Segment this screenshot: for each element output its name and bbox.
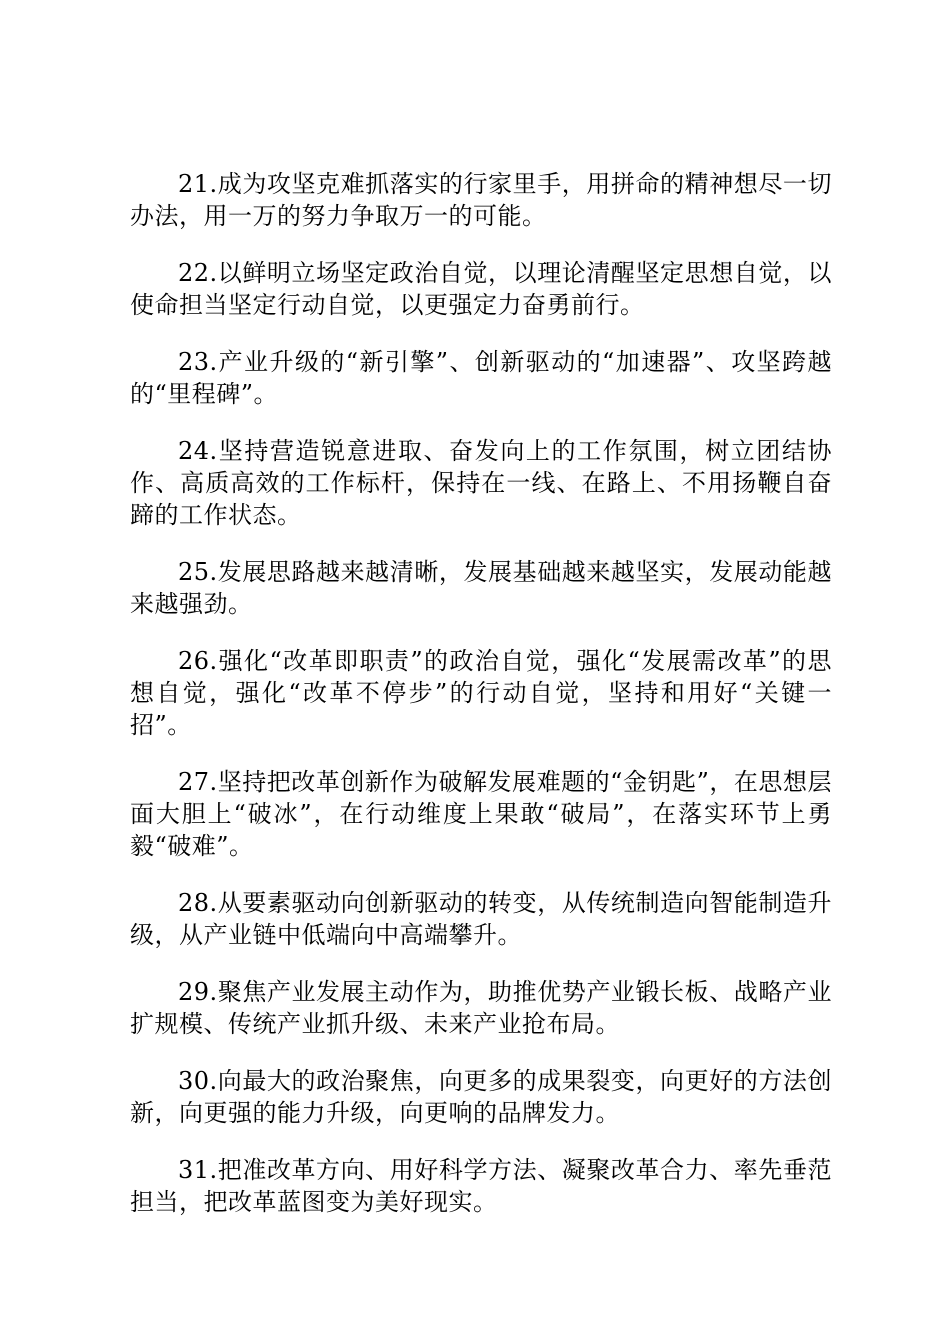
paragraph-25: 25.发展思路越来越清晰，发展基础越来越坚实，发展动能越来越强劲。 bbox=[130, 558, 832, 618]
paragraph-21: 21.成为攻坚克难抓落实的行家里手，用拼命的精神想尽一切办法，用一万的努力争取万一的可能。 bbox=[130, 170, 832, 230]
paragraph-28: 28.从要素驱动向创新驱动的转变，从传统制造向智能制造升级，从产业链中低端向中高端攀升。 bbox=[130, 889, 832, 949]
document-page bbox=[130, 168, 832, 1243]
paragraph-30: 30.向最大的政治聚焦，向更多的成果裂变，向更好的方法创新，向更强的能力升级，向更响的品牌发力。 bbox=[130, 1067, 832, 1127]
paragraph-23: 23.产业升级的“新引擎”、创新驱动的“加速器”、攻坚跨越的“里程碑”。 bbox=[130, 348, 832, 408]
paragraph-29: 29.聚焦产业发展主动作为，助推优势产业锻长板、战略产业扩规模、传统产业抓升级、未来产业抢布局。 bbox=[130, 978, 832, 1038]
paragraph-24: 24.坚持营造锐意进取、奋发向上的工作氛围，树立团结协作、高质高效的工作标杆，保持在一线、在路上、不用扬鞭自奋蹄的工作状态。 bbox=[130, 437, 832, 529]
paragraph-31: 31.把准改革方向、用好科学方法、凝聚改革合力、率先垂范担当，把改革蓝图变为美好现实。 bbox=[130, 1156, 832, 1216]
paragraph-26: 26.强化“改革即职责”的政治自觉，强化“发展需改革”的思想自觉，强化“改革不停步”的行动自觉，坚持和用好“关键一招”。 bbox=[130, 647, 832, 739]
paragraph-27: 27.坚持把改革创新作为破解发展难题的“金钥匙”，在思想层面大胆上“破冰”，在行动维度上果敢“破局”，在落实环节上勇毅“破难”。 bbox=[130, 768, 832, 860]
paragraph-22: 22.以鲜明立场坚定政治自觉，以理论清醒坚定思想自觉，以使命担当坚定行动自觉，以更强定力奋勇前行。 bbox=[130, 259, 832, 319]
